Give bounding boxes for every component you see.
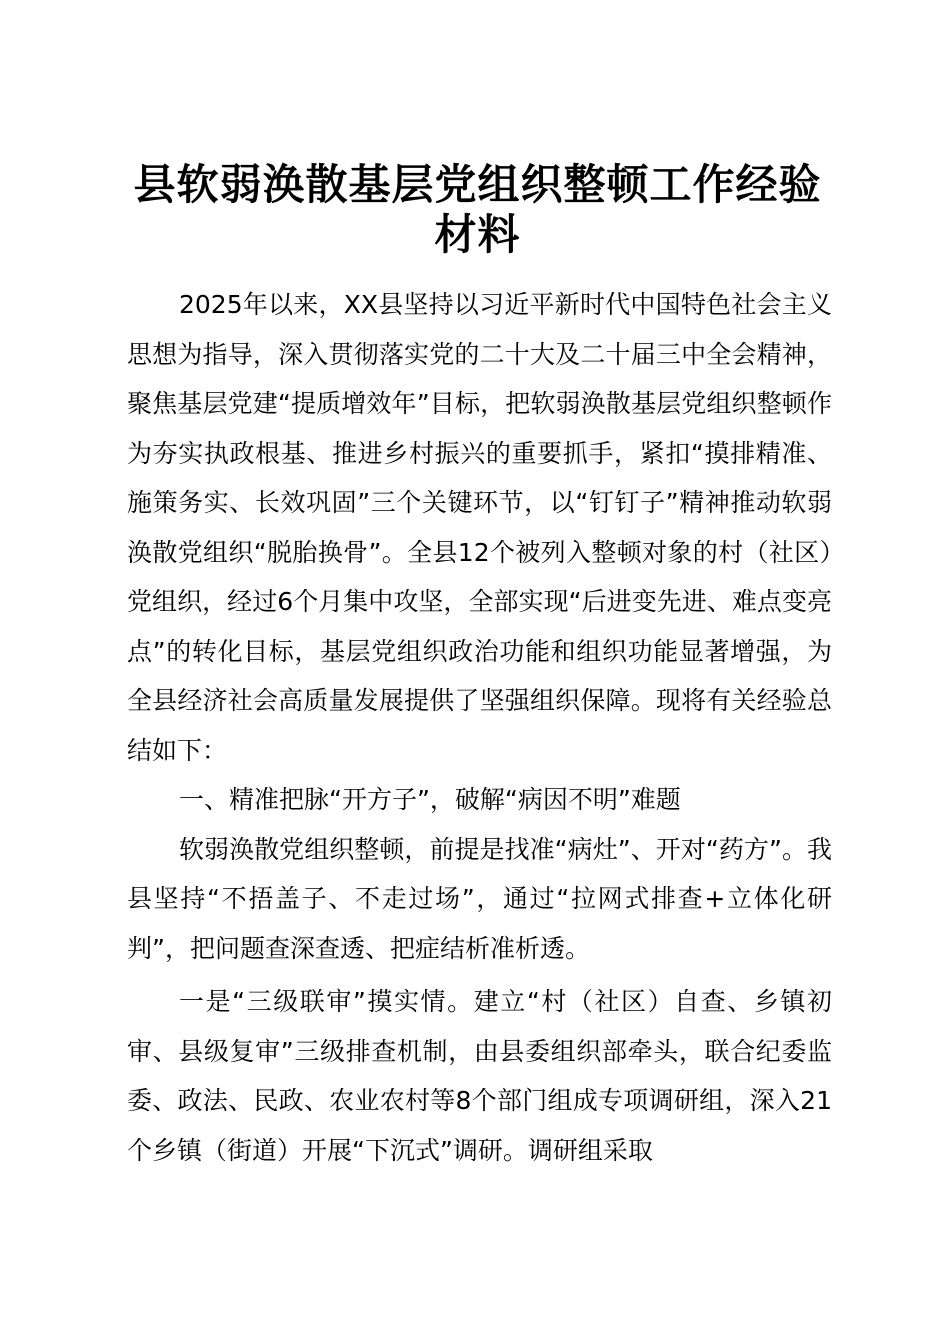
section-heading: 一、精准把脉“开方子”，破解“病因不明”难题 xyxy=(179,785,681,814)
document-title: 县软弱涣散基层党组织整顿工作经验材料 xyxy=(133,160,822,259)
document-body xyxy=(127,280,832,1175)
intro-paragraph: 2025年以来，XX县坚持以习近平新时代中国特色社会主义思想为指导，深入贯彻落实党的二十大及二十届三中全会精神，聚焦基层党建“提质增效年”目标，把软弱涣散基层党组织整顿作为夯实执政根基、推进乡村振兴的重要抓手，紧扣“摸排精准、施策务实、长效巩固”三个关键环节，以“钉钉子”精神推动软弱涣散党组织“脱胎换骨”。全县12个被列入整顿对象的村（社区）党组织，经过6个月集中攻坚，全部实现“后进变先进、难点变亮点”的转化目标，基层党组织政治功能和组织功能显著增强，为全县经济社会高质量发展提供了坚强组织保障。现将有关经验总结如下： xyxy=(127,290,832,765)
point-one-paragraph: 一是“三级联审”摸实情。建立“村（社区）自查、乡镇初审、县级复审”三级排查机制，由县委组织部牵头，联合纪委监委、政法、民政、农业农村等8个部门组成专项调研组，深入21个乡镇（街道）开展“下沉式”调研。调研组采取 xyxy=(127,987,832,1165)
section-intro-paragraph: 软弱涣散党组织整顿，前提是找准“病灶”、开对“药方”。我县坚持“不捂盖子、不走过场”，通过“拉网式排查+立体化研判”，把问题查深查透、把症结析准析透。 xyxy=(127,834,832,963)
